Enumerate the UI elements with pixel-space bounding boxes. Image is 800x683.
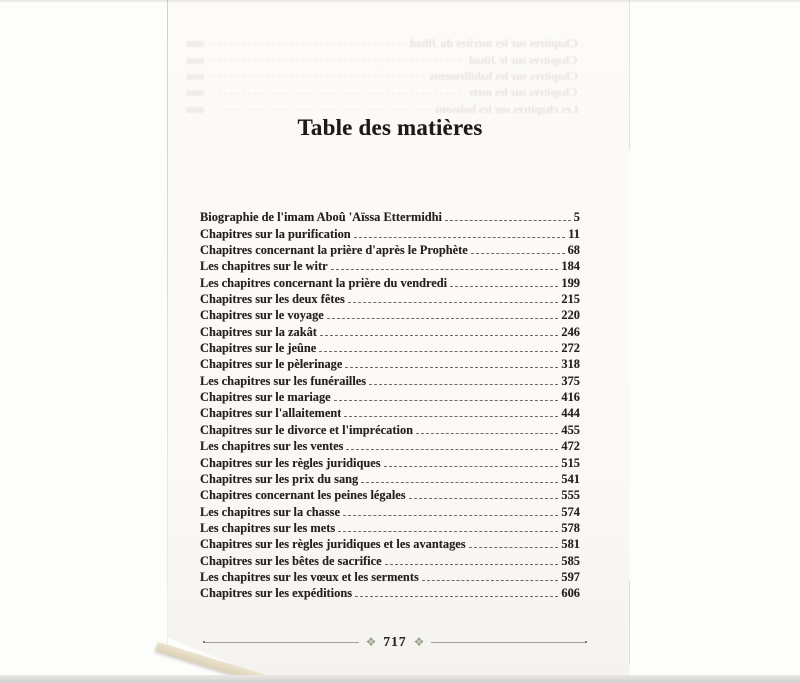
toc-entry-label: Chapitres sur les règles juridiques et les avantages (200, 537, 466, 552)
toc-entry-label: Chapitres sur les prix du sang (200, 471, 359, 486)
bleed-through-number-smudge (186, 74, 204, 80)
bleed-through-leader (212, 93, 465, 94)
toc-entry (200, 242, 580, 258)
toc-entry-label: Les chapitres sur les mets (200, 520, 336, 535)
toc-entry-label: Chapitres sur les bêtes de sacrifice (200, 553, 382, 568)
toc-entry (200, 389, 580, 405)
page-left-edge-shadow (167, 0, 168, 645)
toc-entry-page-number: 606 (561, 586, 580, 601)
toc-entry (200, 585, 580, 601)
toc-entry (200, 225, 580, 241)
bleed-through-number-smudge (186, 41, 204, 47)
folio-page-number: 717 (383, 634, 407, 649)
toc-dot-leader (348, 301, 559, 303)
toc-entry (200, 487, 580, 503)
bleed-through-line (186, 52, 578, 68)
toc-entry-label: Chapitres sur le mariage (200, 390, 331, 405)
toc-entry (200, 454, 580, 470)
footer-left-rule (205, 642, 359, 643)
toc-entry-page-number: 199 (561, 275, 580, 290)
bleed-through-text: Chapitres sur le Jihad (469, 54, 578, 67)
bleed-through-leader (212, 76, 426, 77)
toc-entry-page-number: 11 (568, 226, 580, 241)
toc-entry-label: Les chapitres sur le witr (200, 259, 328, 274)
toc-dot-leader (345, 366, 558, 368)
toc-entry-label: Chapitres sur la zakât (200, 324, 317, 339)
toc-entry-page-number: 272 (561, 341, 580, 356)
toc-dot-leader (416, 432, 558, 434)
toc-dot-leader (384, 465, 559, 467)
toc-dot-leader (343, 514, 558, 516)
toc-entry-label: Les chapitres concernant la prière du vendredi (200, 275, 448, 290)
page-footer (203, 633, 587, 651)
toc-dot-leader (361, 481, 558, 483)
toc-entry-page-number: 581 (561, 537, 580, 552)
toc-entry-label: Biographie de l'imam Aboû 'Aïssa Ettermidhi (200, 210, 442, 225)
toc-entry-page-number: 555 (561, 488, 580, 503)
toc-entry-page-number: 246 (561, 324, 580, 339)
toc-dot-leader (445, 219, 571, 221)
bleed-through-number-smudge (186, 90, 204, 96)
toc-entry-label: Chapitres sur le voyage (200, 308, 324, 323)
toc-entry (200, 438, 580, 454)
toc-dot-leader (369, 383, 558, 385)
toc-entry-page-number: 68 (567, 243, 580, 258)
toc-dot-leader (450, 285, 558, 287)
toc-entry (200, 274, 580, 290)
toc-entry-page-number: 455 (561, 422, 580, 437)
footer-right-rule (431, 642, 585, 643)
toc-entry (200, 372, 580, 388)
toc-dot-leader (354, 236, 566, 238)
toc-entry-page-number: 184 (561, 259, 580, 274)
toc-entry-label: Chapitres sur le pèlerinage (200, 357, 343, 372)
page-title: Table des matières (297, 115, 483, 141)
photo-top-edge (0, 0, 800, 2)
bleed-through-text: Les chapitres sur les boissons (434, 103, 578, 116)
toc-entry-page-number: 5 (573, 210, 580, 225)
toc-dot-leader (320, 334, 558, 336)
toc-dot-leader (422, 579, 559, 581)
toc-entry (200, 569, 580, 585)
toc-entry-label: Les chapitres sur les ventes (200, 439, 344, 454)
toc-entry (200, 291, 580, 307)
toc-dot-leader (471, 252, 565, 254)
toc-entry (200, 520, 580, 536)
toc-entry-page-number: 597 (561, 569, 580, 584)
bleed-through-leader (212, 109, 431, 110)
toc-entry-label: Chapitres sur les règles juridiques (200, 455, 381, 470)
toc-dot-leader (334, 399, 559, 401)
underlying-page-edge-bottom (629, 580, 630, 665)
toc-dot-leader (344, 415, 558, 417)
bleed-through-leader (212, 60, 465, 61)
footer-right-dot (585, 641, 587, 643)
toc-entry-label: Chapitres sur les expéditions (200, 586, 353, 601)
toc-dot-leader (331, 268, 559, 270)
toc-entry-page-number: 515 (561, 455, 580, 470)
toc-entry (200, 552, 580, 568)
bleed-through-line (186, 36, 578, 52)
toc-entry (200, 340, 580, 356)
toc-entry-label: Les chapitres sur les vœux et les serments (200, 569, 419, 584)
toc-entry-page-number: 220 (561, 308, 580, 323)
toc-dot-leader (469, 546, 559, 548)
toc-entry (200, 258, 580, 274)
bleed-through-leader (212, 44, 406, 45)
bleed-through-block (186, 36, 578, 118)
toc-entry (200, 536, 580, 552)
toc-entry-label: Chapitres sur le divorce et l'imprécation (200, 422, 414, 437)
toc-entry (200, 323, 580, 339)
toc-dot-leader (319, 350, 558, 352)
toc-entry-label: Chapitres sur l'allaitement (200, 406, 342, 421)
toc-entry-page-number: 318 (561, 357, 580, 372)
bleed-through-text: Chapitres sur les mérites du Jihad (410, 38, 578, 51)
toc-dot-leader (346, 448, 558, 450)
toc-entry-page-number: 574 (561, 504, 580, 519)
toc-entry-page-number: 578 (561, 520, 580, 535)
bleed-through-line (186, 69, 578, 85)
toc-entry-page-number: 541 (561, 471, 580, 486)
toc-entry-label: Les chapitres sur la chasse (200, 504, 340, 519)
fleuron-icon: ❖ (413, 635, 425, 649)
toc-entry-label: Chapitres sur la purification (200, 226, 351, 241)
toc-dot-leader (355, 595, 558, 597)
toc-entry-page-number: 375 (561, 373, 580, 388)
toc-entry-label: Chapitres concernant les peines légales (200, 488, 406, 503)
toc-entry-page-number: 215 (561, 292, 580, 307)
toc-entry-page-number: 444 (561, 406, 580, 421)
bleed-through-text: Chapitres sur les mets (469, 87, 578, 100)
toc-dot-leader (327, 317, 559, 319)
toc-entry-page-number: 416 (561, 390, 580, 405)
toc-entry-page-number: 472 (561, 439, 580, 454)
photo-bottom-edge (0, 675, 800, 683)
toc-entry (200, 356, 580, 372)
toc-entry (200, 471, 580, 487)
toc-entry-label: Chapitres sur le jeûne (200, 341, 317, 356)
bleed-through-text: Chapitres sur les habillements (429, 70, 578, 83)
fleuron-icon: ❖ (365, 635, 377, 649)
bleed-through-line (186, 85, 578, 101)
table-of-contents (200, 209, 580, 601)
toc-entry-label: Chapitres sur les deux fêtes (200, 292, 345, 307)
bleed-through-number-smudge (186, 107, 204, 113)
toc-entry-page-number: 585 (561, 553, 580, 568)
toc-entry (200, 503, 580, 519)
toc-dot-leader (385, 563, 559, 565)
toc-dot-leader (409, 497, 559, 499)
toc-dot-leader (338, 530, 558, 532)
toc-entry (200, 405, 580, 421)
bleed-through-number-smudge (186, 58, 204, 64)
toc-entry (200, 421, 580, 437)
toc-entry-label: Chapitres concernant la prière d'après le Prophète (200, 243, 468, 258)
toc-entry (200, 307, 580, 323)
toc-entry-label: Les chapitres sur les funérailles (200, 373, 367, 388)
underlying-page-edge-top (629, 0, 630, 150)
toc-entry (200, 209, 580, 225)
